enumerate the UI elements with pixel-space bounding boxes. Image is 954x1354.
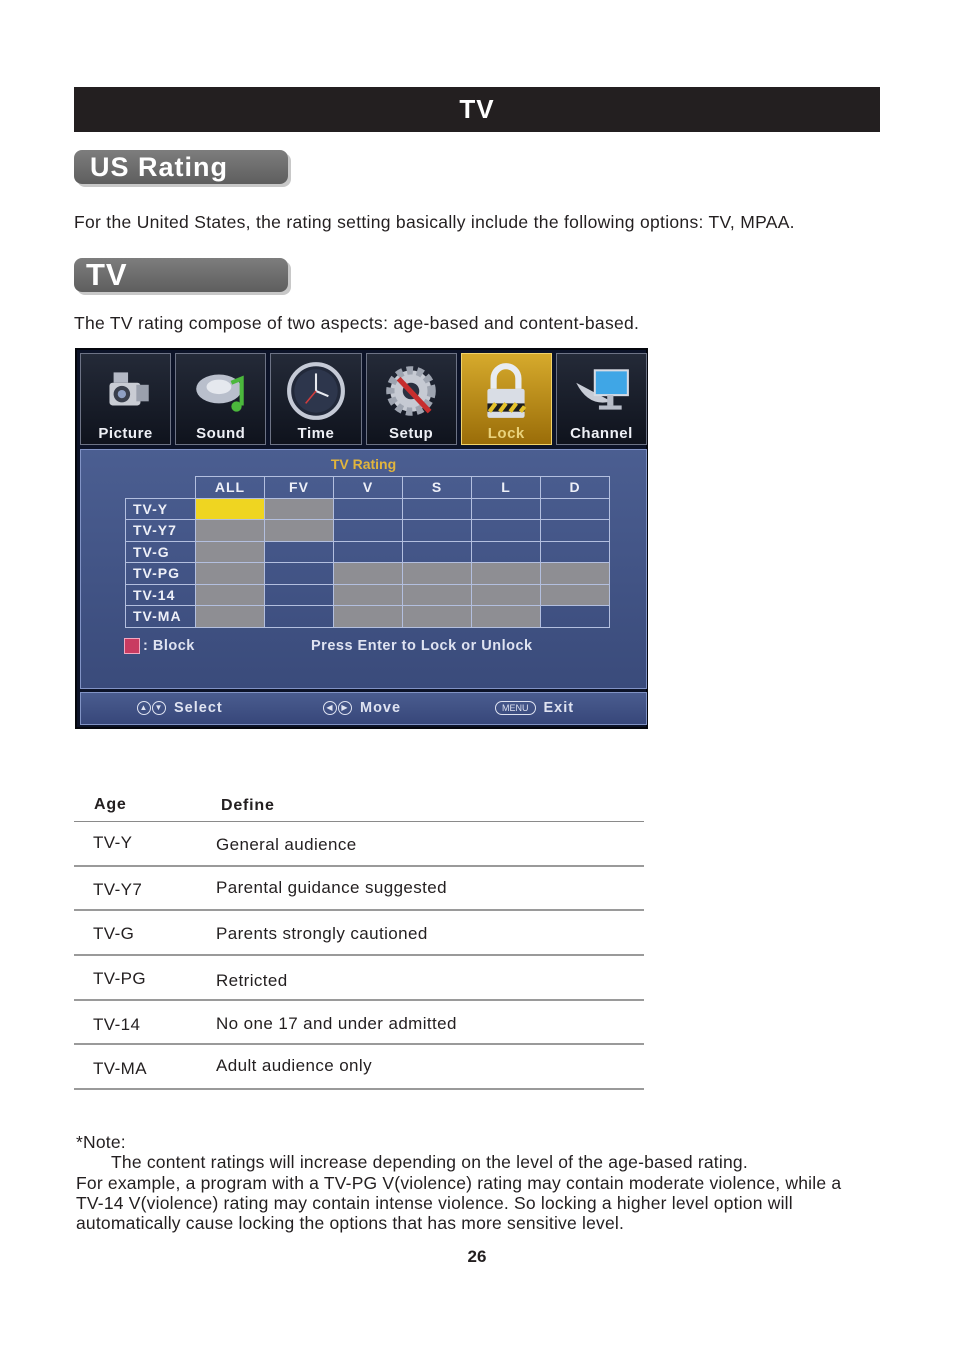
rating-cell[interactable]	[196, 563, 265, 585]
menu-item-label: Picture	[98, 425, 153, 442]
grid-header-row	[126, 477, 610, 499]
row-label: TV-Y7	[126, 520, 196, 542]
osd-menu-bar	[80, 353, 647, 445]
grid-row-tv-y7	[126, 520, 610, 542]
satellite-dish-icon	[570, 360, 632, 422]
rating-cell[interactable]	[472, 498, 541, 520]
menu-item-label: Channel	[570, 425, 633, 442]
define-cell: General audience	[216, 835, 357, 854]
age-cell: TV-14	[93, 1014, 141, 1034]
exit-label: Exit	[543, 700, 575, 716]
column-header-age: Age	[94, 796, 127, 813]
panel-title: TV Rating	[330, 456, 397, 472]
menu-item-channel[interactable]	[556, 353, 647, 445]
rating-cell[interactable]	[403, 498, 472, 520]
menu-item-label: Sound	[196, 425, 246, 442]
row-label: TV-Y	[126, 498, 196, 520]
rating-cell[interactable]	[403, 584, 472, 606]
up-down-keys-icon: ▲ ▼	[137, 701, 166, 715]
table-row	[74, 867, 644, 912]
rating-cell[interactable]	[196, 584, 265, 606]
rating-cell[interactable]	[541, 498, 610, 520]
osd-screenshot	[75, 348, 648, 729]
rating-cell[interactable]	[403, 563, 472, 585]
rating-cell[interactable]	[541, 563, 610, 585]
col-header-l: L	[472, 477, 541, 499]
rating-cell[interactable]	[334, 606, 403, 628]
select-label: Select	[174, 700, 223, 716]
row-label: TV-MA	[126, 606, 196, 628]
rating-cell[interactable]	[265, 498, 334, 520]
note-line: automatically cause locking the options that has more sensitive level.	[76, 1213, 625, 1233]
lock-block-icon	[124, 638, 140, 654]
menu-item-label: Setup	[389, 425, 434, 442]
rating-cell[interactable]	[403, 606, 472, 628]
rating-cell[interactable]	[541, 606, 610, 628]
note-label: *Note:	[76, 1132, 126, 1152]
note-line: For example, a program with a TV-PG V(violence) rating may contain moderate violence, while a	[76, 1173, 842, 1193]
table-row	[74, 1045, 644, 1090]
row-label: TV-14	[126, 584, 196, 606]
menu-item-sound[interactable]	[175, 353, 266, 445]
grid-row-tv-g	[126, 541, 610, 563]
rating-cell[interactable]	[196, 606, 265, 628]
section-heading-us-rating: US Rating	[74, 150, 288, 184]
rating-cell[interactable]	[334, 563, 403, 585]
rating-cell[interactable]	[403, 541, 472, 563]
rating-cell[interactable]	[472, 541, 541, 563]
menu-item-time[interactable]	[270, 353, 361, 445]
column-header-define: Define	[221, 797, 275, 814]
grid-corner	[126, 477, 196, 499]
padlock-icon	[475, 360, 537, 422]
move-label: Move	[360, 700, 402, 716]
age-cell: TV-MA	[93, 1059, 147, 1079]
rating-cell[interactable]	[403, 520, 472, 542]
col-header-all: ALL	[196, 477, 265, 499]
osd-footer	[80, 692, 647, 725]
rating-cell[interactable]	[265, 584, 334, 606]
menu-item-label: Time	[297, 425, 335, 442]
rating-grid	[125, 476, 610, 628]
rating-cell[interactable]	[541, 584, 610, 606]
gear-icon	[380, 360, 442, 422]
age-cell: TV-Y	[93, 833, 133, 852]
rating-cell[interactable]	[472, 563, 541, 585]
camera-icon	[95, 360, 157, 422]
section-heading-tv: TV	[74, 258, 288, 292]
age-rating-table	[74, 792, 644, 1090]
select-hint	[137, 700, 223, 716]
rating-cell[interactable]	[334, 498, 403, 520]
tv-rating-panel	[80, 449, 647, 689]
age-cell: TV-Y7	[93, 879, 143, 899]
table-row	[74, 822, 644, 867]
rating-cell[interactable]	[196, 520, 265, 542]
col-header-s: S	[403, 477, 472, 499]
age-cell: TV-PG	[93, 969, 147, 989]
row-label: TV-G	[126, 541, 196, 563]
table-header	[74, 792, 644, 822]
rating-cell[interactable]	[472, 520, 541, 542]
grid-row-tv-y	[126, 498, 610, 520]
move-hint	[323, 700, 401, 716]
rating-cell[interactable]	[196, 541, 265, 563]
rating-cell[interactable]	[472, 606, 541, 628]
define-cell: No one 17 and under admitted	[216, 1013, 457, 1033]
rating-cell[interactable]	[541, 520, 610, 542]
speaker-note-icon	[190, 360, 252, 422]
define-cell: Parents strongly cautioned	[216, 924, 428, 944]
page-number: 26	[467, 1247, 487, 1266]
define-cell: Parental guidance suggested	[216, 877, 448, 897]
note-line: The content ratings will increase depending on the level of the age-based rating.	[111, 1152, 748, 1172]
clock-icon	[285, 360, 347, 422]
us-rating-description: For the United States, the rating setting basically include the following options: TV, MPAA.	[74, 212, 795, 232]
age-cell: TV-G	[93, 924, 135, 944]
grid-row-tv-ma	[126, 606, 610, 628]
rating-cell[interactable]	[541, 541, 610, 563]
menu-item-label: Lock	[487, 425, 525, 442]
note-line: TV-14 V(violence) rating may contain intense violence. So locking a higher level option will	[76, 1193, 793, 1213]
menu-item-setup[interactable]	[366, 353, 457, 445]
press-enter-hint: Press Enter to Lock or Unlock	[311, 638, 533, 654]
menu-item-picture[interactable]	[80, 353, 171, 445]
table-row	[74, 956, 644, 1001]
grid-row-tv-pg	[126, 563, 610, 585]
block-legend: : Block	[143, 638, 195, 654]
exit-hint	[495, 700, 574, 716]
col-header-v: V	[334, 477, 403, 499]
grid-row-tv-14	[126, 584, 610, 606]
col-header-fv: FV	[265, 477, 334, 499]
rating-cell[interactable]	[265, 606, 334, 628]
rating-cell[interactable]	[196, 498, 265, 520]
rating-cell[interactable]	[334, 520, 403, 542]
rating-cell[interactable]	[265, 563, 334, 585]
col-header-d: D	[541, 477, 610, 499]
define-cell: Retricted	[216, 971, 288, 991]
rating-cell[interactable]	[472, 584, 541, 606]
menu-key-icon: MENU	[495, 701, 536, 715]
table-row	[74, 911, 644, 956]
tv-rating-description: The TV rating compose of two aspects: age-based and content-based.	[74, 313, 640, 333]
define-cell: Adult audience only	[216, 1056, 372, 1076]
menu-item-lock[interactable]	[461, 353, 552, 445]
rating-cell[interactable]	[265, 541, 334, 563]
rating-cell[interactable]	[334, 584, 403, 606]
rating-cell[interactable]	[334, 541, 403, 563]
table-row	[74, 1001, 644, 1046]
page-header: TV	[74, 87, 880, 132]
row-label: TV-PG	[126, 563, 196, 585]
left-right-keys-icon: ◀ ▶	[323, 701, 352, 715]
rating-cell[interactable]	[265, 520, 334, 542]
